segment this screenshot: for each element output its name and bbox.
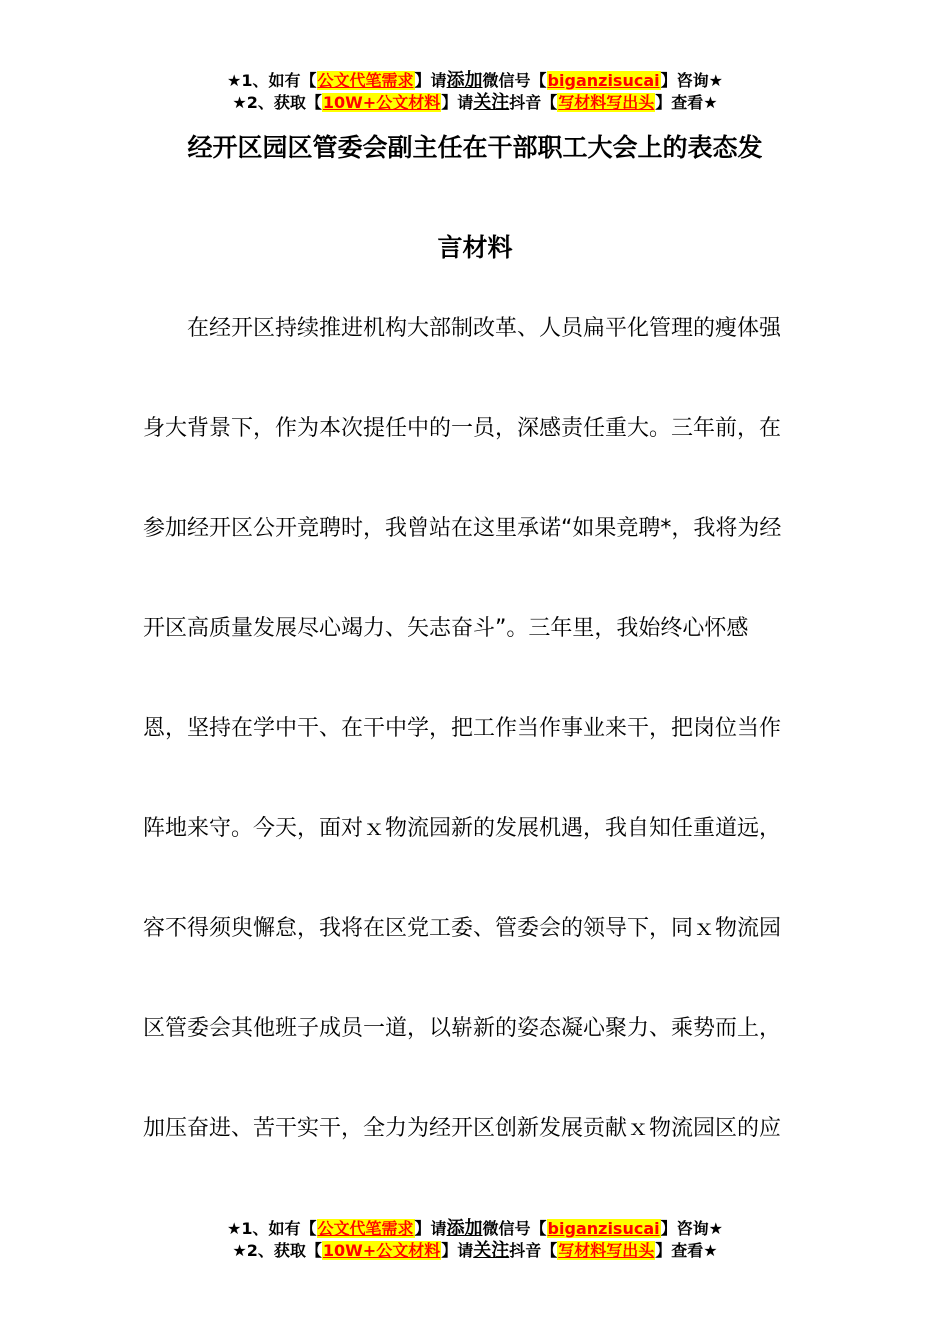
body-line-3: 参加经开区公开竞聘时，我曾站在这里承诺“如果竞聘*，我将为经 <box>143 516 782 541</box>
banner-highlight: 写材料写出头 <box>558 1241 655 1260</box>
banner-emphasis: 添加 <box>446 1218 483 1239</box>
banner-highlight: 公文代笔需求 <box>317 1219 414 1238</box>
body-line-4: 开区高质量发展尽心竭力、矢志奋斗”。三年里，我始终心怀感 <box>143 616 749 641</box>
banner-text: 】咨询★ <box>660 1219 723 1238</box>
body-line-6: 阵地来守。今天，面对ｘ物流园新的发展机遇，我自知任重道远， <box>143 816 782 841</box>
banner-line-2 <box>0 1240 950 1262</box>
body-line-9: 加压奋进、苦干实干，全力为经开区创新发展贡献ｘ物流园区的应 <box>143 1116 782 1141</box>
banner-text: 微信号【 <box>482 1219 547 1238</box>
banner-highlight: 10W+公文材料 <box>322 1241 441 1260</box>
banner-text: 】请 <box>414 1219 447 1238</box>
banner-text: 】咨询★ <box>660 71 723 90</box>
document-title-line-2: 言材料 <box>437 233 513 262</box>
banner-line-2 <box>0 92 950 114</box>
body-line-8: 区管委会其他班子成员一道，以崭新的姿态凝心聚力、乘势而上， <box>143 1016 782 1041</box>
banner-text: 】请 <box>441 1241 474 1260</box>
banner-emphasis: 关注 <box>473 1240 510 1261</box>
banner-text: 】查看★ <box>655 1241 718 1260</box>
banner-text: 】请 <box>441 93 474 112</box>
banner-text: ★2、获取【 <box>232 93 322 112</box>
banner-text: 】请 <box>414 71 447 90</box>
footer-banner <box>0 1218 950 1262</box>
header-banner <box>0 70 950 114</box>
banner-text: ★2、获取【 <box>232 1241 322 1260</box>
banner-highlight: 10W+公文材料 <box>322 93 441 112</box>
banner-text: ★1、如有【 <box>227 1219 317 1238</box>
body-line-5: 恩，坚持在学中干、在干中学，把工作当作事业来干，把岗位当作 <box>143 716 782 741</box>
banner-line-1 <box>0 70 950 92</box>
body-line-2: 身大背景下，作为本次提任中的一员，深感责任重大。三年前，在 <box>143 416 782 441</box>
document-title-line-1: 经开区园区管委会副主任在干部职工大会上的表态发 <box>187 133 763 162</box>
banner-highlight: 公文代笔需求 <box>317 71 414 90</box>
banner-highlight: biganzisucai <box>547 1219 660 1238</box>
banner-text: ★1、如有【 <box>227 71 317 90</box>
banner-emphasis: 添加 <box>446 70 483 91</box>
banner-text: 】查看★ <box>655 93 718 112</box>
banner-highlight: biganzisucai <box>547 71 660 90</box>
banner-text: 抖音【 <box>509 93 558 112</box>
banner-line-1 <box>0 1218 950 1240</box>
banner-text: 微信号【 <box>482 71 547 90</box>
banner-text: 抖音【 <box>509 1241 558 1260</box>
banner-emphasis: 关注 <box>473 92 510 113</box>
banner-highlight: 写材料写出头 <box>558 93 655 112</box>
body-line-1: 在经开区持续推进机构大部制改革、人员扁平化管理的瘦体强 <box>187 316 782 341</box>
body-line-7: 容不得须臾懈怠，我将在区党工委、管委会的领导下，同ｘ物流园 <box>143 916 782 941</box>
